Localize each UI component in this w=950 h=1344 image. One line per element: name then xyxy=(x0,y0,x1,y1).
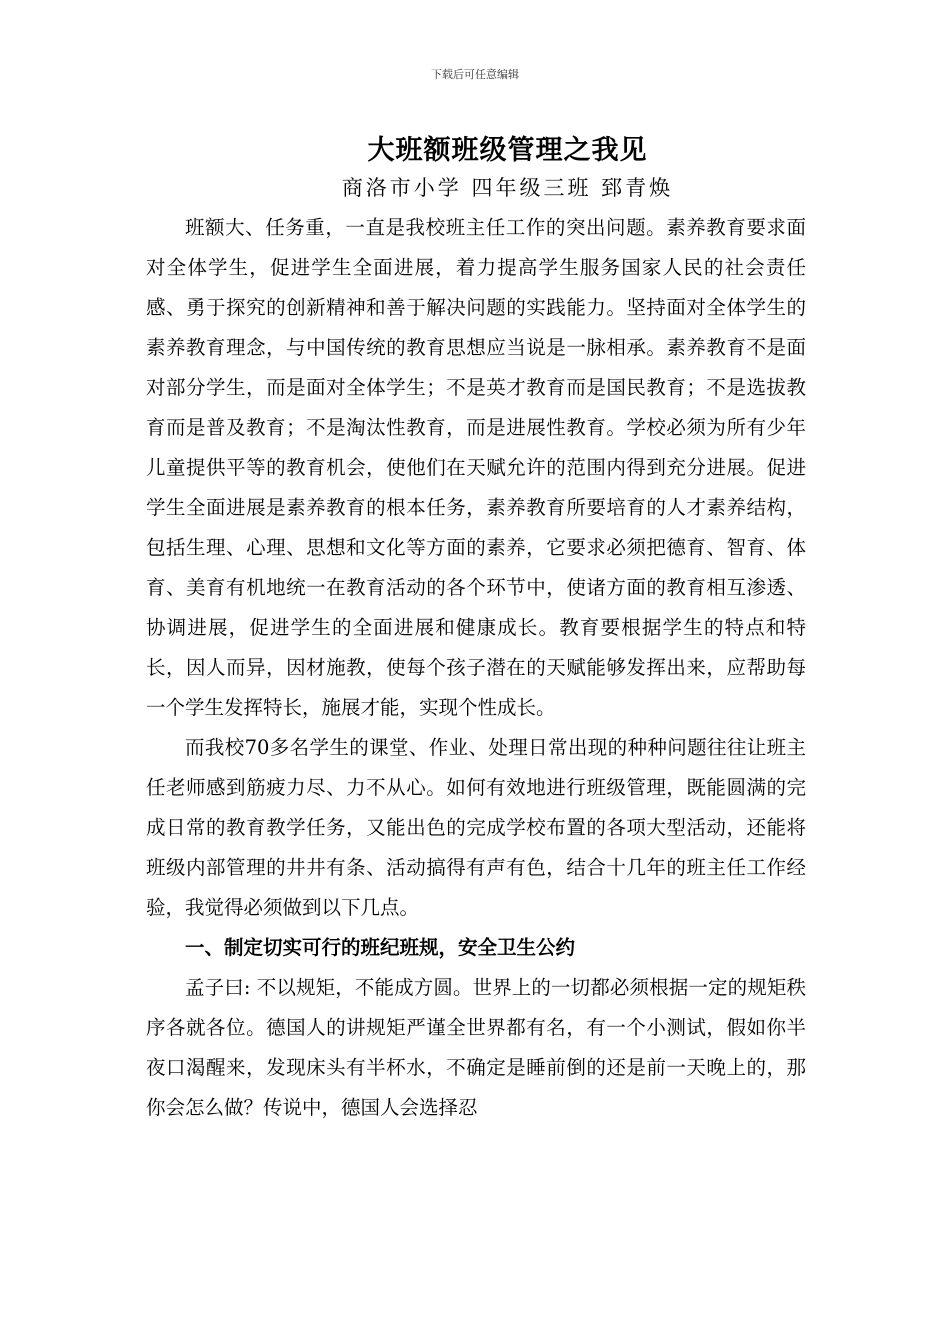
section-paragraph: 孟子曰: 不以规矩，不能成方圆。世界上的一切都必须根据一定的规矩秩序各就各位。德国人的讲规矩严谨全世界都有名，有一个小测试，假如你半夜口渴醒来，发现床头有半杯水，不确定是睡前倒的还是前一天晚上的，那你会怎么做？传说中，德国人会选择忍 xyxy=(146,976,806,1119)
body-paragraph-2: 而我校70多名学生的课堂、作业、处理日常出现的种种问题往往让班主任老师感到筋疲力尽、力不从心。如何有效地进行班级管理，既能圆满的完成日常的教育教学任务，又能出色的完成学校布置的各项大型活动，还能将班级内部管理的井井有条、活动搞得有声有色，结合十几年的班主任工作经验，我觉得必须做到以下几点。 xyxy=(146,736,806,919)
page-header-note: 下载后可任意编辑 xyxy=(431,68,519,81)
section-heading: 一、制定切实可行的班纪班规，安全卫生公约 xyxy=(185,936,576,959)
document-title: 大班额班级管理之我见 xyxy=(367,135,648,166)
document-body xyxy=(146,208,806,1128)
body-paragraph-1: 班额大、任务重，一直是我校班主任工作的突出问题。素养教育要求面对全体学生，促进学生全面进展，着力提高学生服务国家人民的社会责任感、勇于探究的创新精神和善于解决问题的实践能力。坚持面对全体学生的素养教育理念，与中国传统的教育思想应当说是一脉相承。素养教育不是面对部分学生，而是面对全体学生；不是英才教育而是国民教育；不是选拔教育而是普及教育；不是淘汰性教育，而是进展性教育。学校必须为所有少年儿童提供平等的教育机会，使他们在天赋允许的范围内得到充分进展。促进学生全面进展是素养教育的根本任务，素养教育所要培育的人才素养结构，包括生理、心理、思想和文化等方面的素养，它要求必须把德育、智育、体育、美育有机地统一在教育活动的各个环节中，使诸方面的教育相互渗透、协调进展，促进学生的全面进展和健康成长。教育要根据学生的特点和特长，因人而异，因材施教，使每个孩子潜在的天赋能够发挥出来，应帮助每一个学生发挥特长，施展才能，实现个性成长。 xyxy=(146,216,806,719)
author-byline: 商洛市小学 四年级三班 郅青焕 xyxy=(341,176,674,200)
